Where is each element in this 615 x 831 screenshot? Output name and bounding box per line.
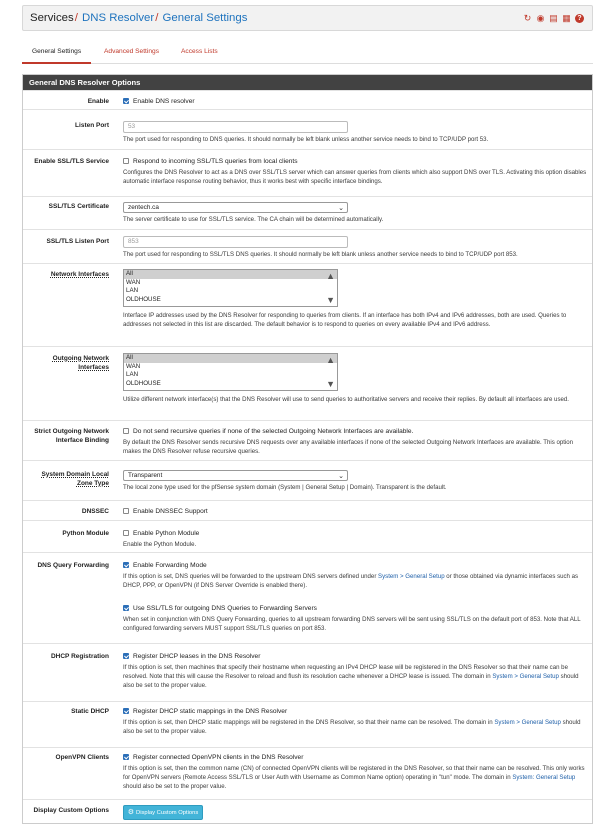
ssl-cert-help: The server certificate to use for SSL/TLS service. The CA chain will be determined automatically. [123, 216, 384, 223]
strict-binding-checkbox[interactable] [123, 428, 129, 434]
openvpn-checkbox-label: Register connected OpenVPN clients in the DNS Resolver [133, 754, 304, 761]
zone-type-label[interactable]: System Domain Local Zone Type [41, 471, 109, 487]
strict-binding-help: By default the DNS Resolver sends recursive DNS requests over any available interfaces if none of the selected Outgoing Network Interfaces are available. This option makes the DNS Resolver refuse recursive queries. [123, 439, 574, 455]
row-network-interfaces [23, 263, 592, 346]
ssl-port-input[interactable]: 853 [123, 236, 348, 248]
ssl-cert-label: SSL/TLS Certificate [48, 203, 109, 210]
outgoing-interfaces-listbox[interactable] [123, 353, 338, 391]
listen-port-help: The port used for responding to DNS queries. It should normally be left blank unless another service needs to bind to TCP/UDP port 53. [123, 136, 489, 143]
dhcp-registration-checkbox[interactable] [123, 653, 129, 659]
forwarding-help: If this option is set, DNS queries will be forwarded to the upstream DNS servers defined under System > General Setup or those obtained via dynamic interfaces such as DHCP, PPP, or OpenVPN (if DNS Server Override is enabled there). [123, 573, 579, 589]
breadcrumb-bar [22, 5, 593, 31]
panel-title: General DNS Resolver Options [23, 75, 592, 90]
scroll-down-icon[interactable]: ▼ [326, 295, 335, 305]
python-checkbox[interactable] [123, 530, 129, 536]
list-item[interactable]: OLDHOUSE [126, 379, 161, 387]
static-dhcp-checkbox-label: Register DHCP static mappings in the DNS Resolver [133, 708, 288, 715]
breadcrumb-dns-resolver[interactable]: DNS Resolver [82, 12, 155, 24]
scroll-up-icon[interactable]: ▲ [326, 355, 335, 365]
listen-port-input[interactable]: 53 [123, 121, 348, 133]
custom-options-label: Display Custom Options [33, 807, 109, 814]
row-ssl-cert [23, 196, 592, 229]
openvpn-label: OpenVPN Clients [55, 754, 109, 761]
chevron-down-icon: ⌄ [338, 473, 344, 480]
tab-bar [22, 40, 593, 64]
list-item[interactable]: WAN [126, 278, 141, 286]
python-label: Python Module [62, 530, 109, 537]
list-item[interactable]: All [124, 354, 337, 363]
general-setup-link[interactable]: System > General Setup [378, 573, 445, 580]
enable-label: Enable [87, 98, 109, 105]
network-interfaces-label[interactable]: Network Interfaces [50, 271, 109, 278]
tab-general-settings[interactable]: General Settings [22, 40, 91, 64]
row-dnssec [23, 500, 592, 520]
ssl-port-help: The port used for responding to SSL/TLS DNS queries. It should normally be left blank unless another service needs to bind to TCP/UDP port 853. [123, 251, 518, 258]
row-python [23, 520, 592, 552]
row-ssl-port [23, 229, 592, 263]
python-checkbox-label: Enable Python Module [133, 530, 200, 537]
row-strict-binding [23, 420, 592, 460]
zone-type-value: Transparent [128, 472, 163, 479]
python-help: Enable the Python Module. [123, 541, 197, 548]
row-enable [23, 90, 592, 109]
general-setup-link[interactable]: System: General Setup [512, 774, 576, 781]
ssl-help: Configures the DNS Resolver to act as a DNS over SSL/TLS server which can answer queries from clients which also support DNS over TLS. Activating this option disables automatic interface response routing behavior, thus it works best with specific interface bindings. [123, 169, 587, 185]
chart-icon[interactable]: ▤ [549, 13, 558, 23]
scroll-down-icon[interactable]: ▼ [326, 379, 335, 389]
openvpn-checkbox[interactable] [123, 754, 129, 760]
list-item[interactable]: WAN [126, 362, 141, 370]
outgoing-interfaces-help: Utilize different network interface(s) that the DNS Resolver will use to send queries to authoritative servers and receive their replies. By default all interfaces are used. [123, 396, 569, 403]
dhcp-registration-help: If this option is set, then machines that specify their hostname when requesting an IPv4 DHCP lease will be registered in the DNS Resolver so that their name can be resolved. Note that this will cause the Resolver to reload and flush its resolution cache whenever a DHCP lease is issued. The domain in System > General Setup should also be set to the proper value. [123, 664, 579, 689]
ssl-checkbox-label: Respond to incoming SSL/TLS queries from local clients [133, 158, 298, 165]
openvpn-help: If this option is set, then the common name (CN) of connected OpenVPN clients will be registered in the DNS Resolver, so that their name can be resolved. This only works for OpenVPN servers (Remote Access SSL/TLS or User Auth with Username as Common Name option) operating in "tun" mode. The domain in System: General Setup should also be set to the proper value. [123, 765, 585, 790]
list-item[interactable]: All [124, 270, 337, 279]
list-item[interactable]: OLDHOUSE [126, 295, 161, 303]
general-options-panel [22, 74, 593, 824]
tab-access-lists[interactable]: Access Lists [181, 48, 218, 55]
row-custom-options [23, 799, 592, 824]
breadcrumb-general-settings[interactable]: General Settings [162, 12, 248, 24]
forwarding-ssl-checkbox[interactable] [123, 605, 129, 611]
row-listen-port [23, 109, 592, 149]
list-item[interactable]: LAN [126, 371, 139, 379]
dhcp-registration-checkbox-label: Register DHCP leases in the DNS Resolver [133, 653, 261, 660]
dnssec-label: DNSSEC [81, 508, 109, 515]
row-ssl [23, 149, 592, 196]
row-forwarding [23, 552, 592, 643]
list-item[interactable]: LAN [126, 287, 139, 295]
ssl-cert-select[interactable] [123, 202, 348, 213]
row-dhcp-registration [23, 643, 592, 701]
ssl-checkbox[interactable] [123, 158, 129, 164]
strict-binding-checkbox-label: Do not send recursive queries if none of the selected Outgoing Network Interfaces are available. [133, 428, 414, 435]
dnssec-checkbox-label: Enable DNSSEC Support [133, 508, 208, 515]
network-interfaces-listbox[interactable] [123, 269, 338, 307]
row-static-dhcp [23, 701, 592, 747]
enable-checkbox[interactable] [123, 98, 129, 104]
ssl-label: Enable SSL/TLS Service [34, 158, 109, 165]
general-setup-link[interactable]: System > General Setup [492, 673, 559, 680]
breadcrumb-services[interactable]: Services [30, 12, 74, 24]
strict-binding-label: Strict Outgoing Network Interface Binding [34, 428, 109, 444]
chevron-down-icon: ⌄ [338, 205, 344, 212]
zone-type-select[interactable] [123, 470, 348, 481]
gear-icon: ⚙ [127, 809, 135, 816]
network-interfaces-help: Interface IP addresses used by the DNS Resolver for responding to queries from clients. If an interface has both IPv4 and IPv6 addresses, both are used. Queries to addresses not selected in this list are discarded. The default behavior is to respond to queries on every available IPv4 and IPv6 address. [123, 312, 567, 328]
scroll-up-icon[interactable]: ▲ [326, 271, 335, 281]
ssl-port-label: SSL/TLS Listen Port [46, 238, 109, 245]
log-icon[interactable]: ▦ [562, 13, 571, 23]
outgoing-interfaces-label[interactable]: Outgoing Network Interfaces [52, 355, 109, 371]
forwarding-label: DNS Query Forwarding [37, 562, 109, 569]
breadcrumb: Services/ DNS Resolver/ General Settings [30, 12, 248, 24]
forwarding-checkbox[interactable] [123, 562, 129, 568]
header-icons [523, 14, 584, 23]
tab-advanced-settings[interactable]: Advanced Settings [104, 48, 159, 55]
static-dhcp-label: Static DHCP [71, 708, 109, 715]
forwarding-ssl-checkbox-label: Use SSL/TLS for outgoing DNS Queries to Forwarding Servers [133, 605, 317, 612]
reload-icon[interactable]: ↻ [523, 13, 532, 23]
row-openvpn [23, 747, 592, 799]
static-dhcp-checkbox[interactable] [123, 708, 129, 714]
forwarding-checkbox-label: Enable Forwarding Mode [133, 562, 207, 569]
stop-icon[interactable]: ◉ [536, 13, 545, 23]
dhcp-registration-label: DHCP Registration [50, 653, 109, 660]
ssl-cert-value: zentech.ca [128, 204, 159, 211]
zone-type-help: The local zone type used for the pfSense system domain (System | General Setup | Domain). Transparent is the default. [123, 484, 447, 491]
dnssec-checkbox[interactable] [123, 508, 129, 514]
row-outgoing-interfaces [23, 346, 592, 420]
forwarding-ssl-help: When set in conjunction with DNS Query Forwarding, queries to all upstream forwarding DNS servers will be sent using SSL/TLS on the default port of 853. Note that ALL configured forwarding servers MUST support SSL/TLS queries on port 853. [123, 616, 581, 632]
general-setup-link[interactable]: System > General Setup [494, 719, 561, 726]
listen-port-label: Listen Port [75, 122, 109, 129]
static-dhcp-help: If this option is set, then DHCP static mappings will be registered in the DNS Resolver, so that their name can be resolved. The domain in System > General Setup should also be set to the proper value. [123, 719, 581, 735]
help-icon[interactable]: ? [575, 14, 584, 23]
enable-checkbox-label: Enable DNS resolver [133, 98, 195, 105]
row-zone-type [23, 460, 592, 500]
display-custom-options-button[interactable]: ⚙ Display Custom Options [123, 805, 203, 820]
